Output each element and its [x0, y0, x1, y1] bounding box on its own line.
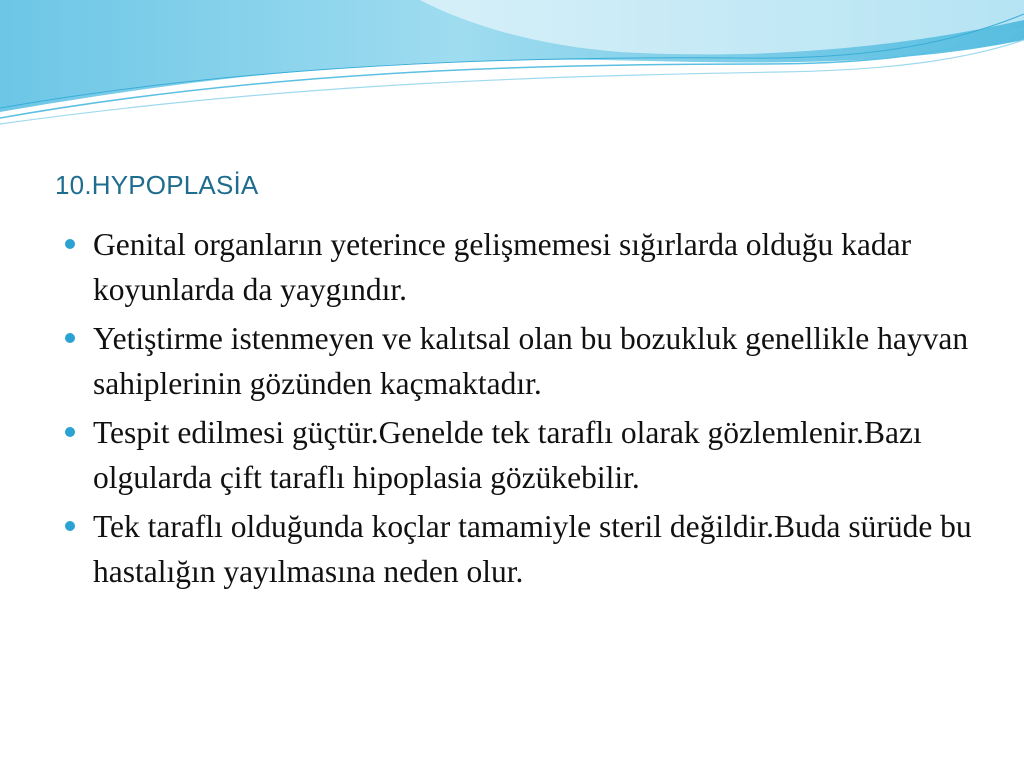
slide-title: 10.HYPOPLASİA [55, 170, 259, 200]
bullet-dot-icon [65, 333, 75, 343]
list-item [62, 316, 972, 406]
list-item [62, 410, 972, 500]
list-item [62, 222, 972, 312]
bullet-text: Tek taraflı olduğunda koçlar tamamiyle steril değildir.Buda sürüde bu hastalığın yayılmasına neden olur. [93, 509, 972, 589]
bullet-text: Tespit edilmesi güçtür.Genelde tek taraflı olarak gözlemlenir.Bazı olgularda çift taraflı hipoplasia gözükebilir. [93, 415, 922, 495]
bullet-list [62, 222, 972, 598]
bullet-dot-icon [65, 521, 75, 531]
bullet-dot-icon [65, 427, 75, 437]
header-wave-decoration [0, 0, 1024, 130]
bullet-text: Genital organların yeterince gelişmemesi sığırlarda olduğu kadar koyunlarda da yaygındır. [93, 227, 912, 307]
list-item [62, 504, 972, 594]
bullet-text: Yetiştirme istenmeyen ve kalıtsal olan bu bozukluk genellikle hayvan sahiplerinin gözünden kaçmaktadır. [93, 321, 969, 401]
bullet-dot-icon [65, 239, 75, 249]
